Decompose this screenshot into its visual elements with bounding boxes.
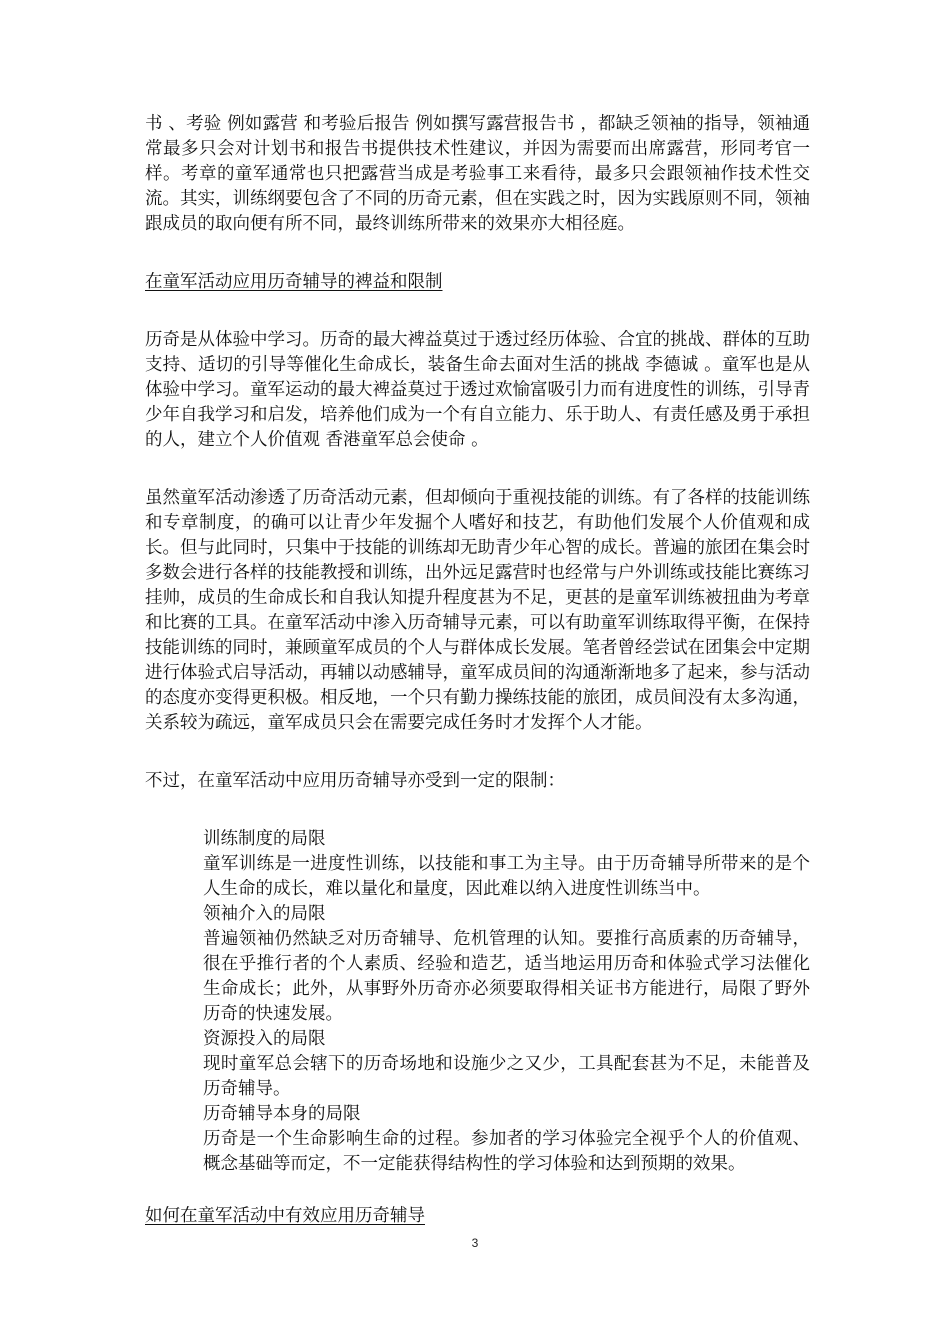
limitation-body: 现时童军总会辖下的历奇场地和设施少之又少，工具配套甚为不足，未能普及历奇辅导。: [203, 1054, 810, 1099]
section-heading-effective-application: 如何在童军活动中有效应用历奇辅导: [145, 1206, 425, 1226]
paragraph-adventure-benefits: 历奇是从体验中学习。历奇的最大裨益莫过于透过经历体验、合宜的挑战、群体的互助支持、适切的引导等催化生命成长，装备生命去面对生活的挑战 李德诚 。童军也是从体验中学习。童军运动的最大裨益莫过于透过欢愉富吸引力而有进度性的训练，引导青少年自我学习和启发，培养他们成为一个有自立能力、乐于助人、有责任感及勇于承担的人，建立个人价值观 香港童军总会使命 。: [145, 330, 810, 450]
limitation-title: 历奇辅导本身的局限: [203, 1104, 361, 1124]
limitations-list: [203, 827, 810, 1177]
spacer: [145, 453, 810, 486]
section-heading-benefits-limits: 在童军活动应用历奇辅导的裨益和限制: [145, 272, 443, 292]
limitation-body: 历奇是一个生命影响生命的过程。参加者的学习体验完全视乎个人的价值观、概念基础等而定，不一定能获得结构性的学习体验和达到预期的效果。: [203, 1129, 810, 1174]
page-number: 3: [471, 1236, 479, 1250]
limitation-title: 训练制度的局限: [203, 829, 326, 849]
spacer: [145, 1177, 810, 1204]
page-content: [145, 112, 810, 1229]
spacer: [145, 295, 810, 328]
spacer: [145, 794, 810, 827]
limitation-body: 普遍领袖仍然缺乏对历奇辅导、危机管理的认知。要推行高质素的历奇辅导，很在乎推行者的个人素质、经验和造艺，适当地运用历奇和体验式学习法催化生命成长；此外，从事野外历奇亦必须要取得相关证书方能进行，局限了野外历奇的快速发展。: [203, 929, 810, 1024]
limitation-title: 领袖介入的局限: [203, 904, 326, 924]
limitation-body: 童军训练是一进度性训练，以技能和事工为主导。由于历奇辅导所带来的是个人生命的成长，难以量化和量度，因此难以纳入进度性训练当中。: [203, 854, 810, 899]
paragraph-training-guidance: 书 、考验 例如露营 和考验后报告 例如撰写露营报告书 ，都缺乏领袖的指导，领袖通常最多只会对计划书和报告书提供技术性建议，并因为需要而出席露营，形同考官一样。考章的童军通常也只把露营当成是考验事工来看待，最多只会跟领袖作技术性交流。其实，训练纲要包含了不同的历奇元素，但在实践之时，因为实践原则不同，领袖跟成员的取向便有所不同，最终训练所带来的效果亦大相径庭。: [145, 114, 810, 234]
spacer: [145, 736, 810, 769]
paragraph-skill-training: 虽然童军活动渗透了历奇活动元素，但却倾向于重视技能的训练。有了各样的技能训练和专章制度，的确可以让青少年发掘个人嗜好和技艺，有助他们发展个人价值观和成长。但与此同时，只集中于技能的训练却无助青少年心智的成长。普遍的旅团在集会时多数会进行各样的技能教授和训练，出外远足露营时也经常与户外训练或技能比赛练习挂帅，成员的生命成长和自我认知提升程度甚为不足，更甚的是童军训练被扭曲为考章和比赛的工具。在童军活动中渗入历奇辅导元素，可以有助童军训练取得平衡，在保持技能训练的同时，兼顾童军成员的个人与群体成长发展。笔者曾经尝试在团集会中定期进行体验式启导活动，再辅以动感辅导，童军成员间的沟通渐渐地多了起来，参与活动的态度亦变得更积极。相反地，一个只有勤力操练技能的旅团，成员间没有太多沟通，关系较为疏远，童军成员只会在需要完成任务时才发挥个人才能。: [145, 488, 810, 733]
spacer: [145, 237, 810, 270]
paragraph-limitations-intro: 不过，在童军活动中应用历奇辅导亦受到一定的限制：: [145, 771, 565, 791]
limitation-title: 资源投入的局限: [203, 1029, 326, 1049]
